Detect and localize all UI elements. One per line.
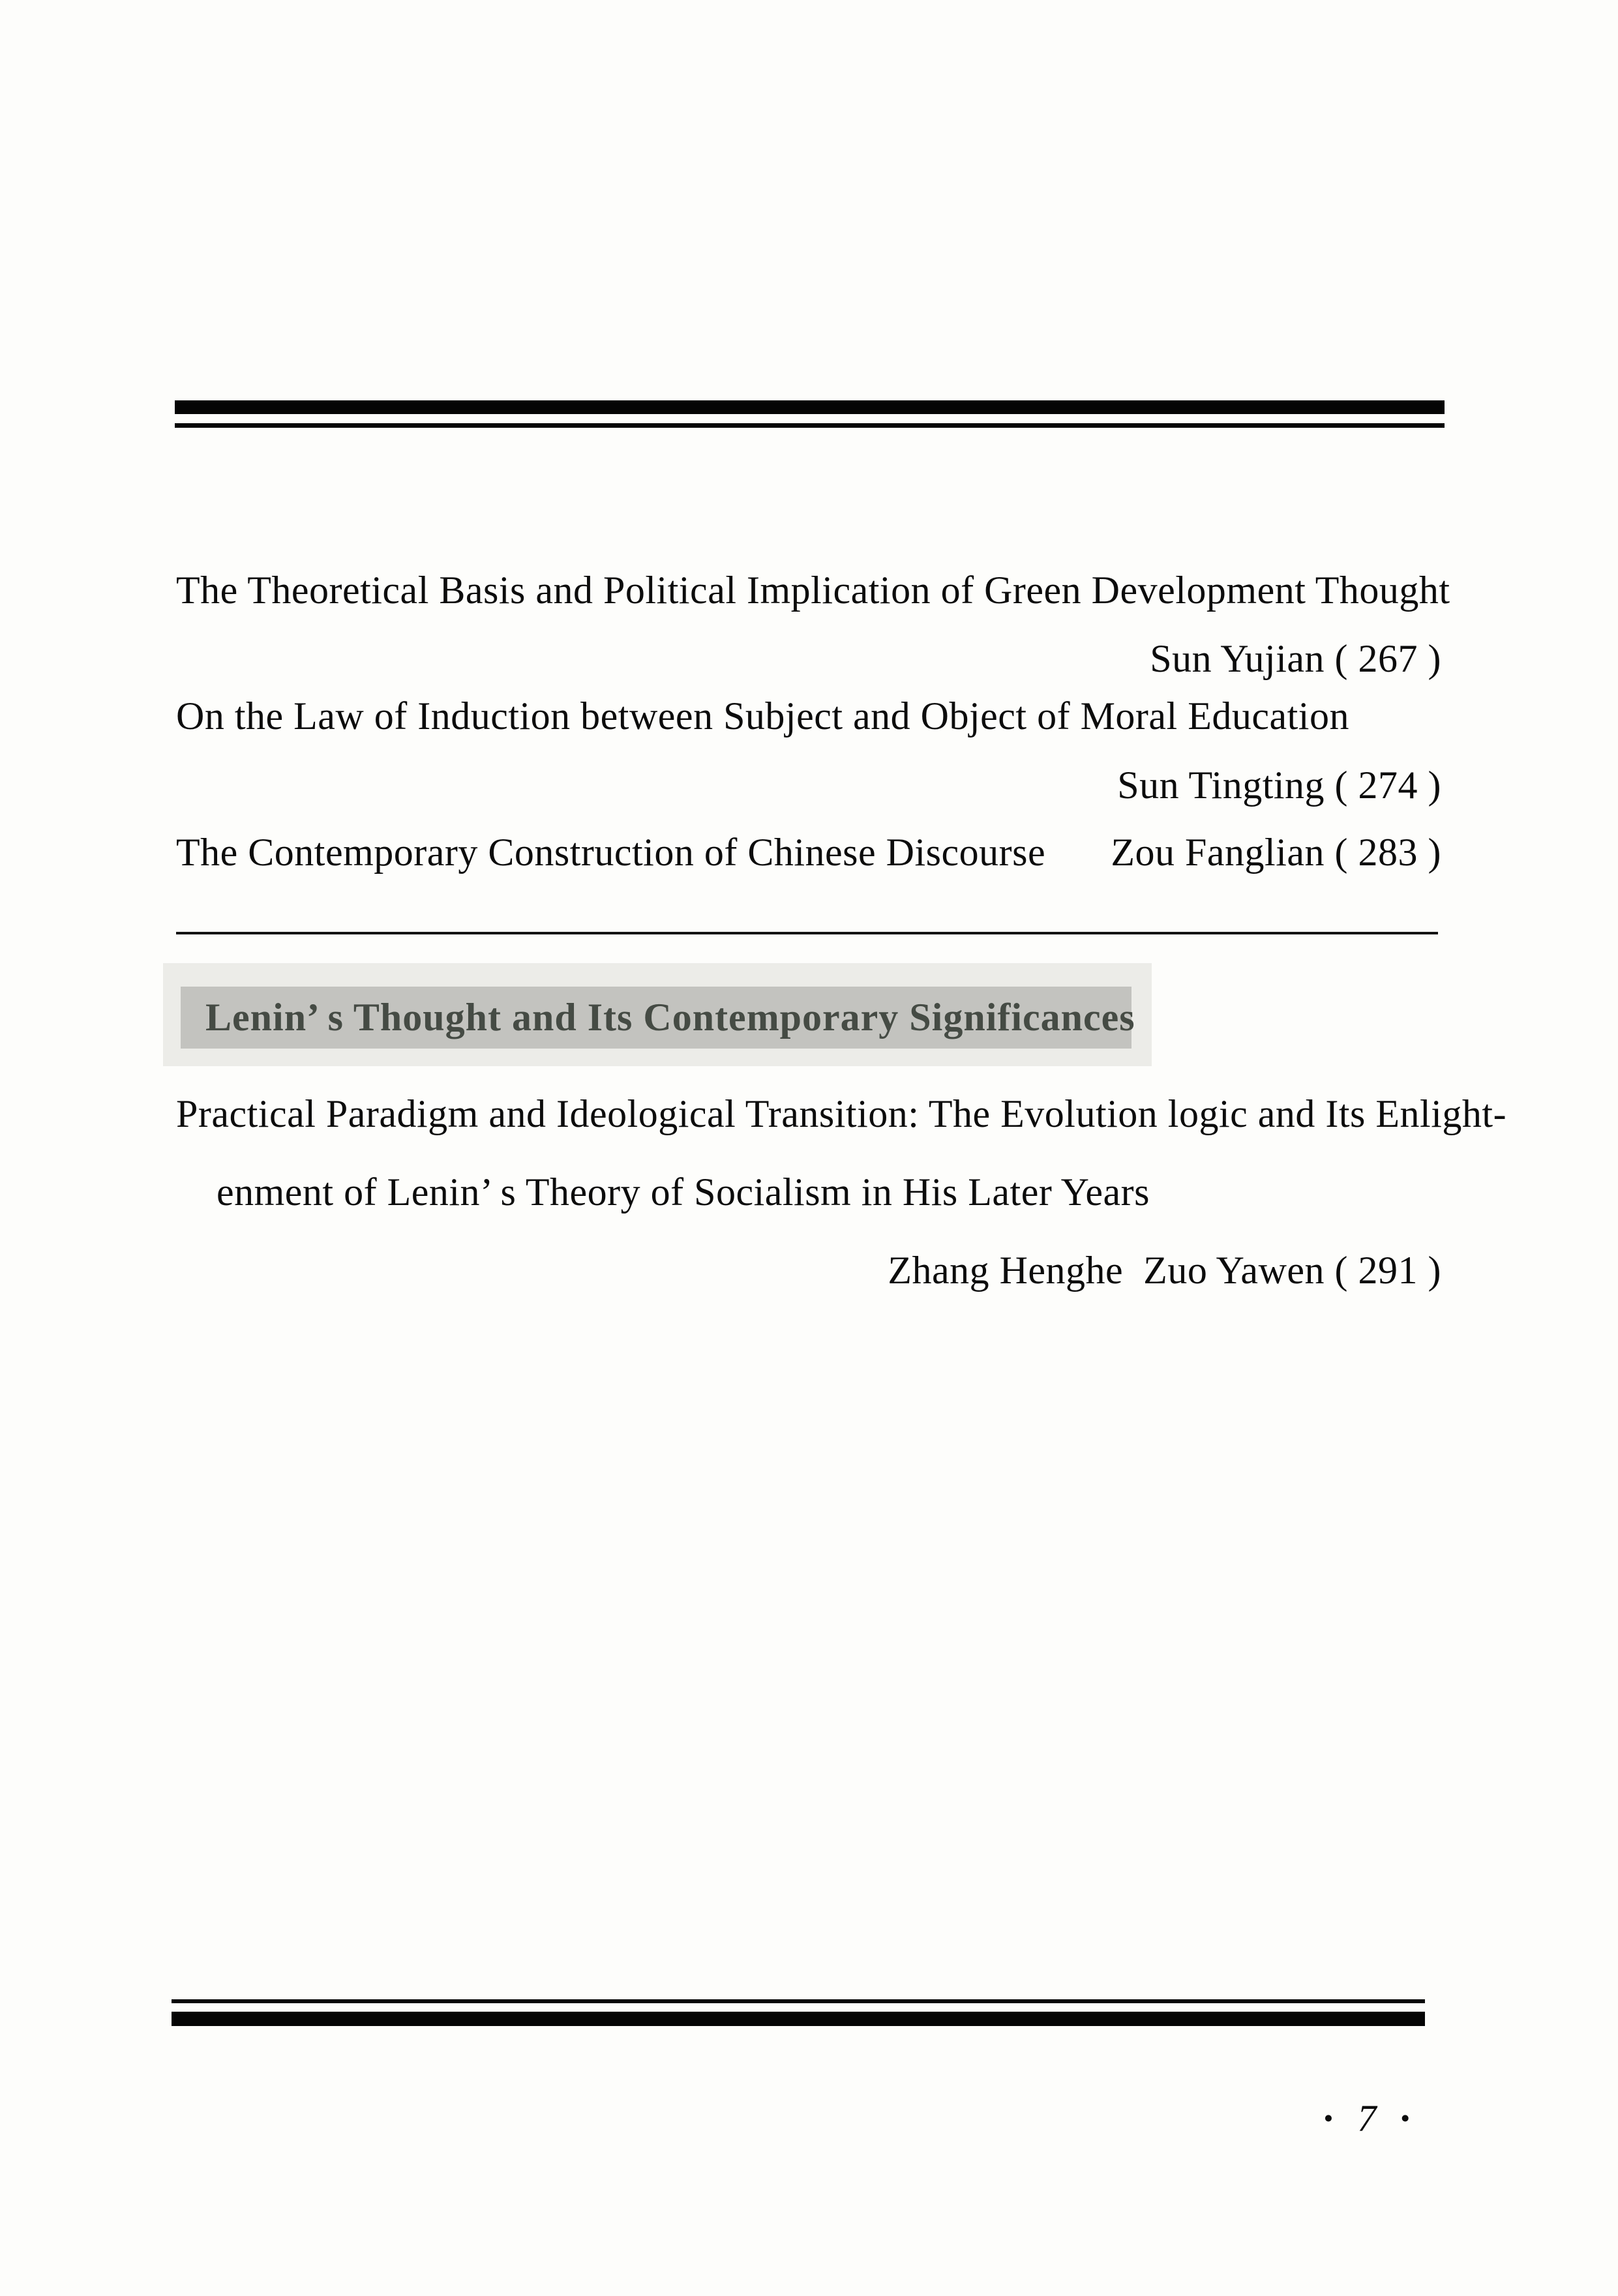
page-number	[1322, 2093, 1412, 2144]
page-number-value: 7	[1357, 2097, 1377, 2139]
page-number-right-dot: ·	[1398, 2096, 1412, 2141]
toc-entry-title: The Contemporary Construction of Chinese Discourse	[176, 831, 1046, 874]
bottom-rule-thick-bar	[172, 2012, 1425, 2026]
toc-entry-author-page: Zou Fanglian ( 283 )	[1111, 831, 1441, 874]
toc-entry-author-page: Zhang Henghe Zuo Yawen ( 291 )	[888, 1249, 1441, 1292]
section-banner	[181, 987, 1135, 1049]
section-separator-rule	[176, 932, 1438, 934]
toc-entry-row	[176, 833, 1441, 872]
toc-entry-title: The Theoretical Basis and Political Implication of Green Development Thought	[176, 569, 1450, 612]
toc-entry-title-line1: Practical Paradigm and Ideological Transition: The Evolution logic and Its Enlight-	[176, 1092, 1507, 1135]
toc-entry-author-page: Sun Yujian ( 267 )	[1150, 637, 1441, 680]
toc-entry-author-page: Sun Tingting ( 274 )	[1117, 764, 1441, 807]
toc-entry-title: On the Law of Induction between Subject and Object of Moral Education	[176, 694, 1349, 738]
top-rule-thin-line	[175, 423, 1445, 428]
top-rule-thick-bar	[175, 400, 1445, 414]
page-number-left-dot: ·	[1321, 2096, 1336, 2141]
bottom-rule-thin-line	[172, 1999, 1425, 2003]
section-banner-title: Lenin’ s Thought and Its Contemporary Significances	[205, 996, 1135, 1039]
toc-entry-title-line2: enment of Lenin’ s Theory of Socialism in His Later Years	[217, 1170, 1150, 1214]
section-banner-halo	[163, 963, 1152, 1066]
